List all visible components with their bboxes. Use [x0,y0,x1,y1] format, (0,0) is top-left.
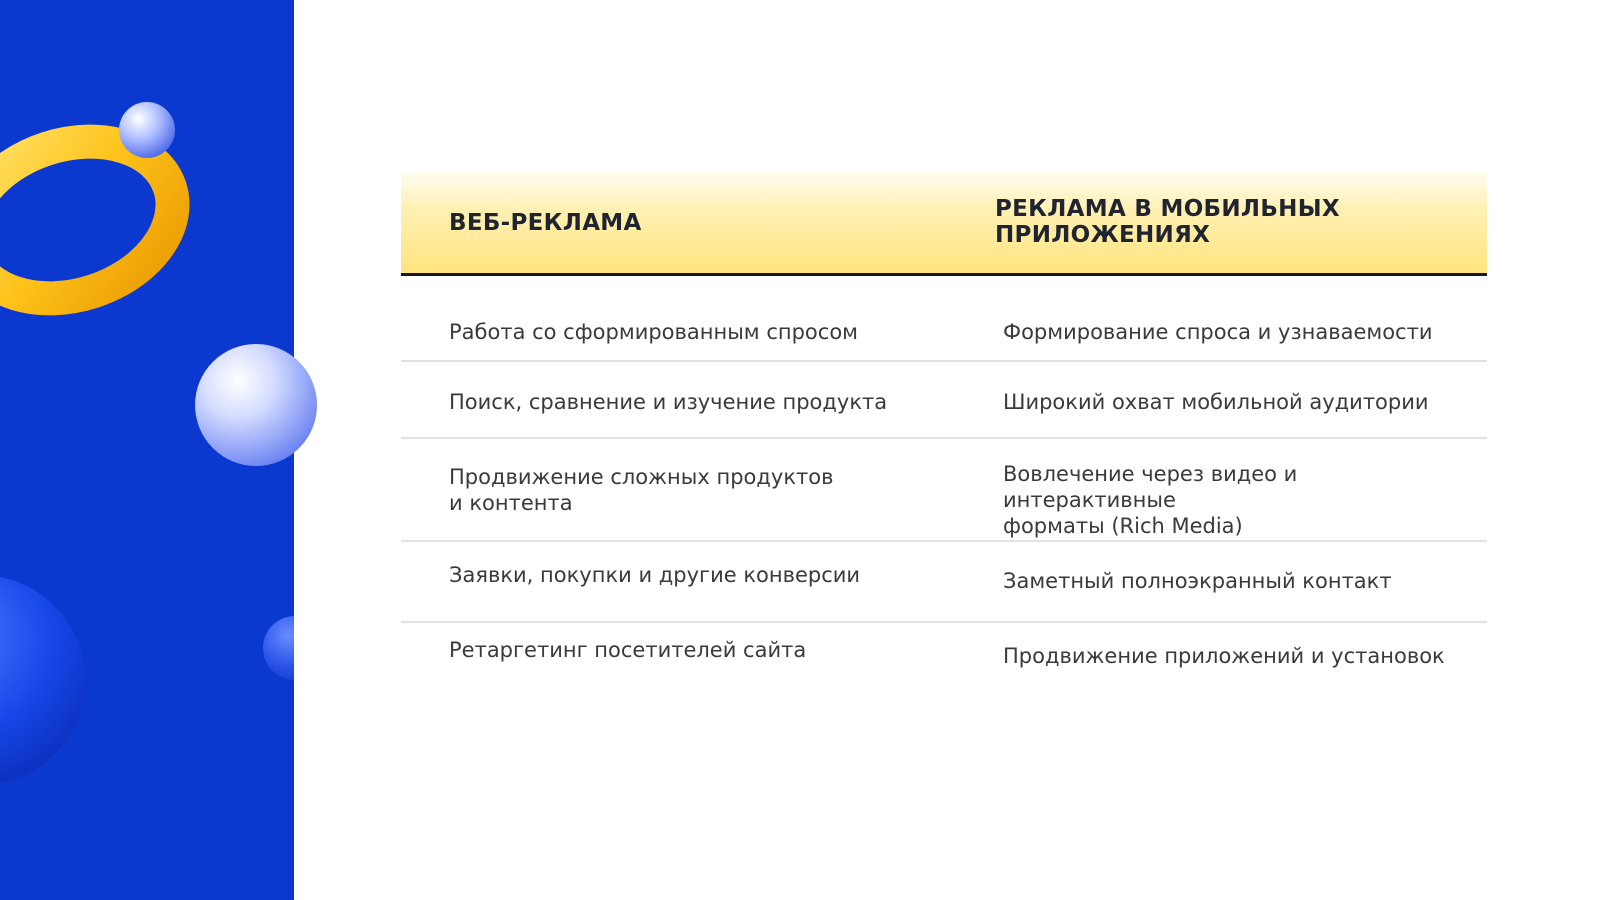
table-header [401,172,1487,276]
side-panel [0,0,294,900]
cell-mobile: Вовлечение через видео и интерактивные форматы (Rich Media) [1003,462,1298,538]
column-header-web: ВЕБ-РЕКЛАМА [449,210,642,236]
sphere-icon [119,102,175,158]
cell-web: Продвижение сложных продуктов и контента [449,465,834,515]
column-header-mobile: РЕКЛАМА В МОБИЛЬНЫХ ПРИЛОЖЕНИЯХ [995,196,1340,248]
table-row [401,542,1487,623]
cell-mobile: Формирование спроса и узнаваемости [1003,320,1433,344]
cell-web: Работа со сформированным спросом [449,320,859,344]
comparison-table [401,172,1487,693]
cell-mobile: Продвижение приложений и установок [1003,644,1445,668]
cell-mobile: Заметный полноэкранный контакт [1003,569,1392,593]
table-row [401,439,1487,542]
cell-web: Поиск, сравнение и изучение продукта [449,390,888,414]
decoration-art [0,0,294,900]
table-row [401,276,1487,362]
table-row [401,362,1487,439]
cell-web: Ретаргетинг посетителей сайта [449,638,807,662]
cell-mobile: Широкий охват мобильной аудитории [1003,390,1429,414]
sphere-icon [0,575,85,785]
cell-web: Заявки, покупки и другие конверсии [449,563,861,587]
table-row [401,623,1487,693]
